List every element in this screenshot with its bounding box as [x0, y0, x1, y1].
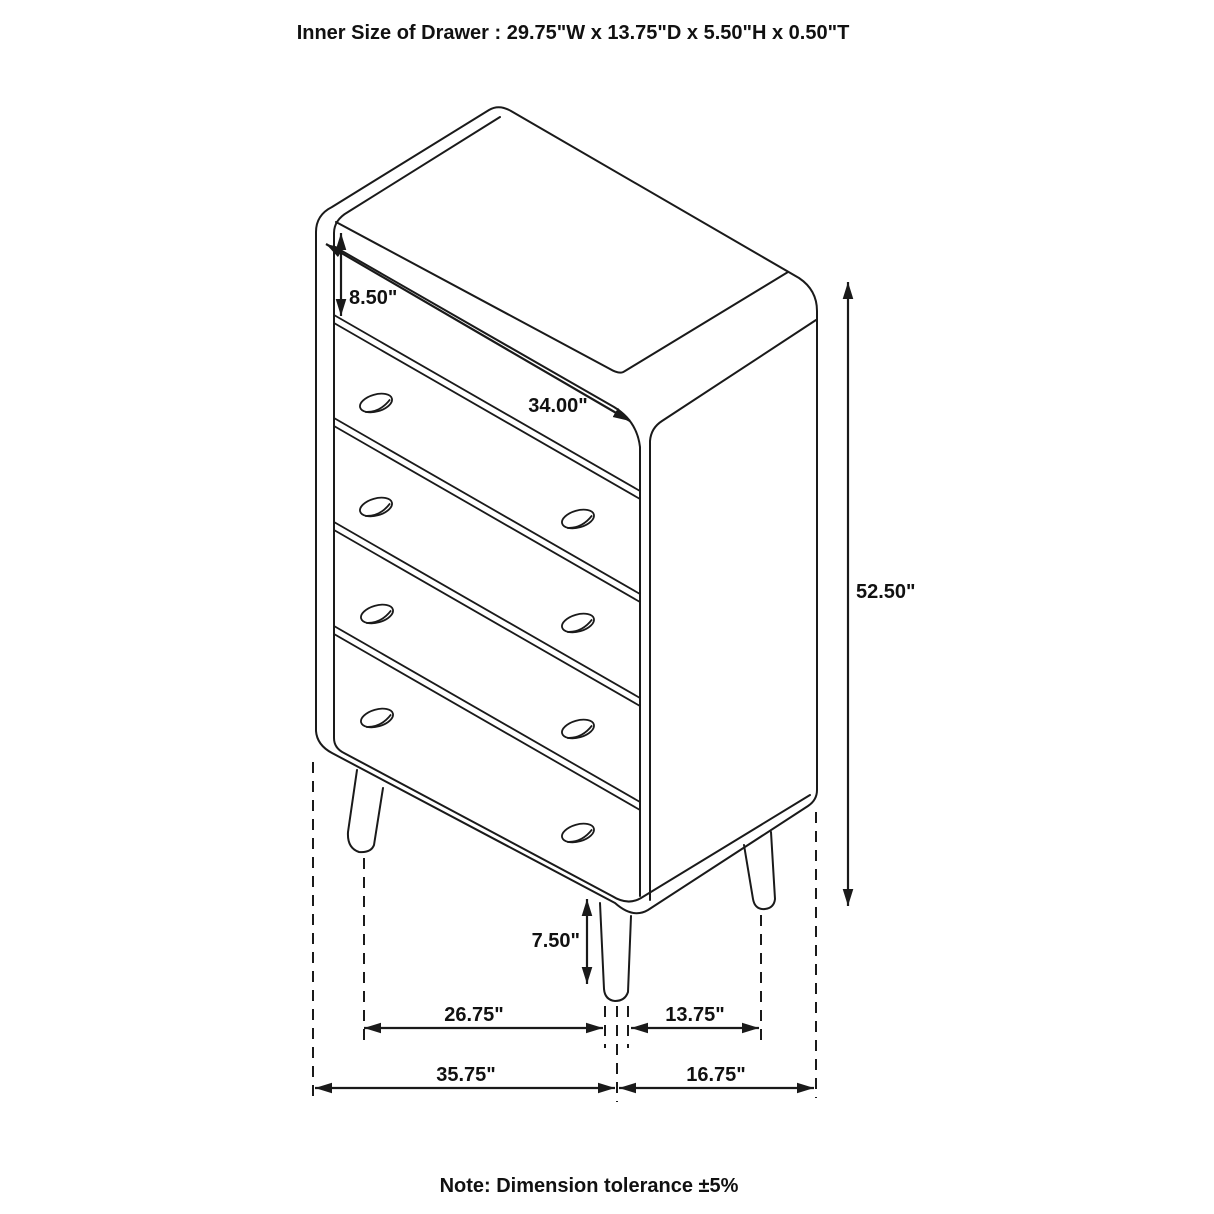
cabinet-outline [316, 107, 817, 913]
chest-leg-front-right [600, 903, 631, 1001]
drawer-handle-icon [359, 601, 395, 626]
cabinet-inner-edge [334, 117, 810, 902]
drawer-handle-icon [358, 494, 394, 519]
top-front-edge [336, 222, 788, 373]
drawer-handle-icon [359, 705, 395, 730]
drawer-handle-icon [358, 390, 394, 415]
diagram-note: Note: Dimension tolerance ±5% [439, 1175, 739, 1197]
drawer-handles [358, 390, 596, 845]
drawer-separators [334, 315, 640, 810]
drawer-handle-icon [560, 820, 596, 845]
dim-label-drawer-front-height: 8.50" [349, 287, 398, 309]
dim-label-depth-leg-spacing: 13.75" [665, 1004, 725, 1026]
diagram-title: Inner Size of Drawer : 29.75"W x 13.75"D x 5.50"H x 0.50"T [296, 22, 850, 44]
chest-leg-front-left [348, 770, 383, 852]
drawer-handle-icon [560, 716, 596, 741]
drawer-handle-icon [560, 506, 596, 531]
dim-label-overall-depth: 16.75" [686, 1064, 746, 1086]
dim-label-overall-height: 52.50" [856, 581, 916, 603]
chest-drawing [316, 107, 817, 1001]
dim-label-front-leg-spacing: 26.75" [444, 1004, 504, 1026]
drawer-handle-icon [560, 610, 596, 635]
dim-label-leg-height: 7.50" [531, 930, 580, 952]
dim-label-overall-width: 35.75" [436, 1064, 496, 1086]
dim-label-top-width: 34.00" [528, 395, 588, 417]
side-panel-top-edge [650, 320, 816, 900]
dimension-labels [349, 287, 916, 1086]
